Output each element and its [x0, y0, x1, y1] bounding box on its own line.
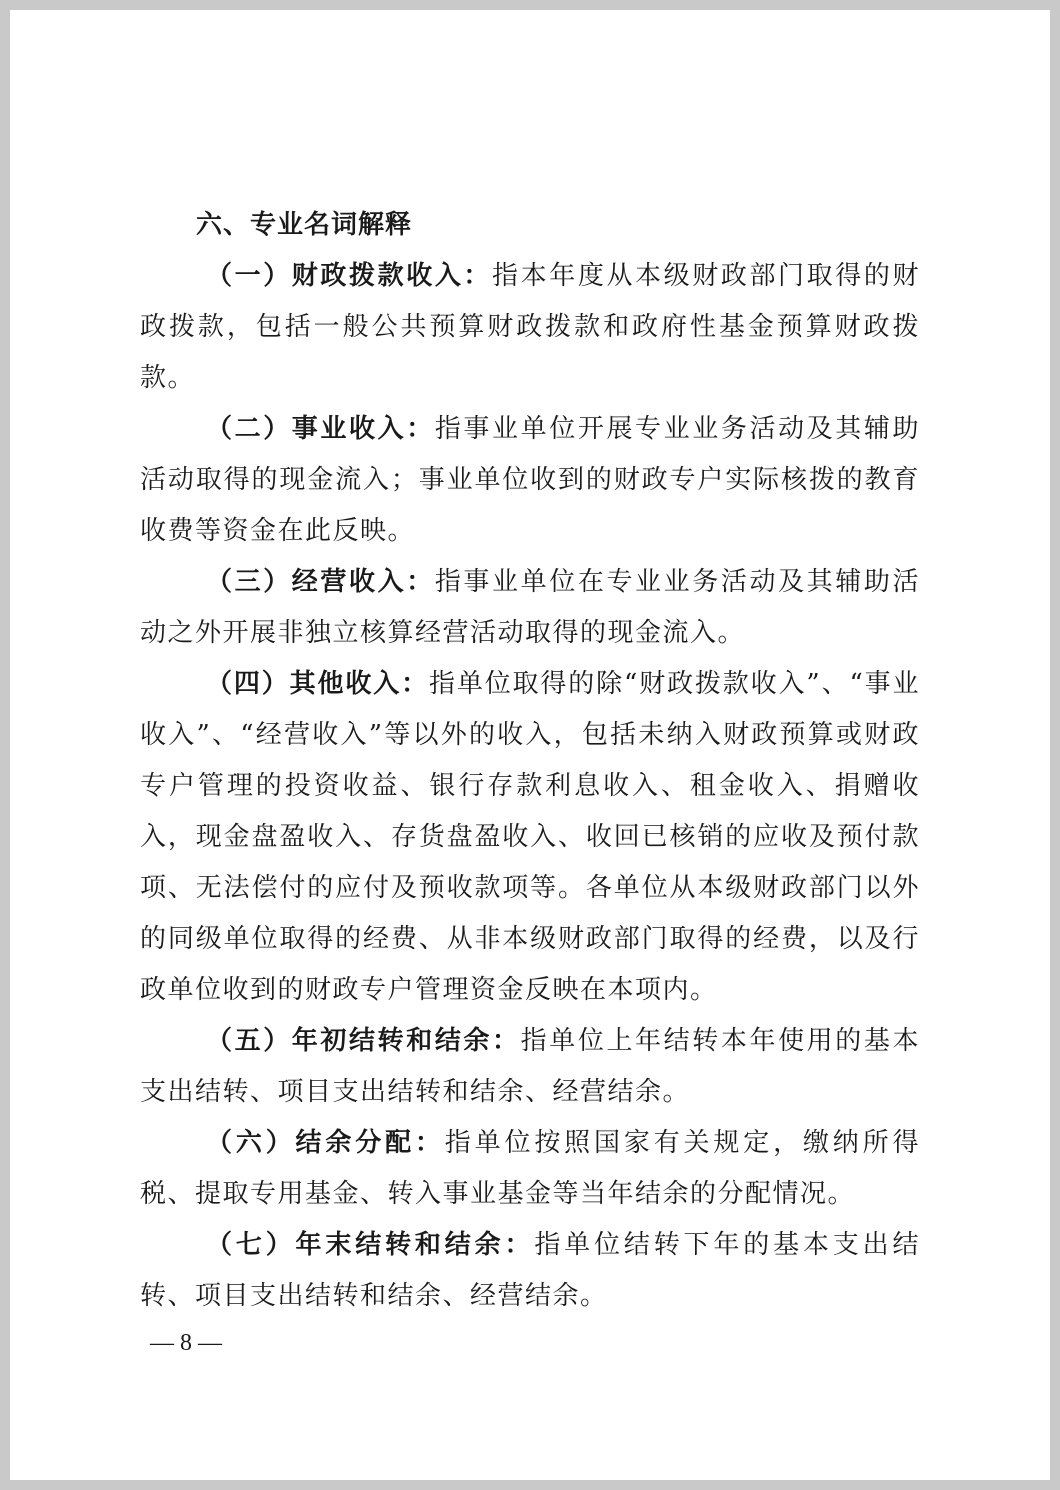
definition-paragraph [140, 404, 920, 557]
definition-term: （四）其他收入： [206, 669, 429, 699]
definition-paragraph [140, 1220, 920, 1322]
definition-text: 指单位取得的除“财政拨款收入”、“事业收入”、“经营收入”等以外的收入，包括未纳入财政预算或财政专户管理的投资收益、银行存款利息收入、租金收入、捐赠收入，现金盘盈收入、存货盘盈收入、收回已核销的应收及预付款项、无法偿付的应付及预收款项等。各单位从本级财政部门以外的同级单位取得的经费、从非本级财政部门取得的经费，以及行政单位收到的财政专户管理资金反映在本项内。 [140, 669, 920, 1005]
page-number: — 8 — [150, 1330, 222, 1356]
definition-term: （一）财政拨款收入： [206, 261, 493, 291]
definition-term: （三）经营收入： [206, 567, 435, 597]
definition-term: （六）结余分配： [206, 1128, 445, 1158]
definition-term: （二）事业收入： [206, 414, 435, 444]
definition-paragraph [140, 1118, 920, 1220]
document-page [10, 10, 1050, 1480]
definition-paragraph [140, 557, 920, 659]
definition-text: 指事业单位开展专业业务活动及其辅助活动取得的现金流入；事业单位收到的财政专户实际核拨的教育收费等资金在此反映。 [140, 414, 920, 546]
document-body [140, 200, 920, 1322]
section-heading: 六、专业名词解释 [196, 210, 413, 240]
definition-paragraph [140, 251, 920, 404]
definition-paragraph [140, 659, 920, 1016]
definition-text: 指事业单位在专业业务活动及其辅助活动之外开展非独立核算经营活动取得的现金流入。 [140, 567, 920, 648]
definition-text: 指本年度从本级财政部门取得的财政拨款，包括一般公共预算财政拨款和政府性基金预算财政拨款。 [140, 261, 920, 393]
definition-text: 指单位按照国家有关规定，缴纳所得税、提取专用基金、转入事业基金等当年结余的分配情况。 [140, 1128, 920, 1209]
definition-term: （五）年初结转和结余： [206, 1026, 521, 1056]
definition-text: 指单位上年结转本年使用的基本支出结转、项目支出结转和结余、经营结余。 [140, 1026, 920, 1107]
definition-paragraph [140, 1016, 920, 1118]
definition-text: 指单位结转下年的基本支出结转、项目支出结转和结余、经营结余。 [140, 1230, 920, 1311]
definition-term: （七）年末结转和结余： [206, 1230, 535, 1260]
